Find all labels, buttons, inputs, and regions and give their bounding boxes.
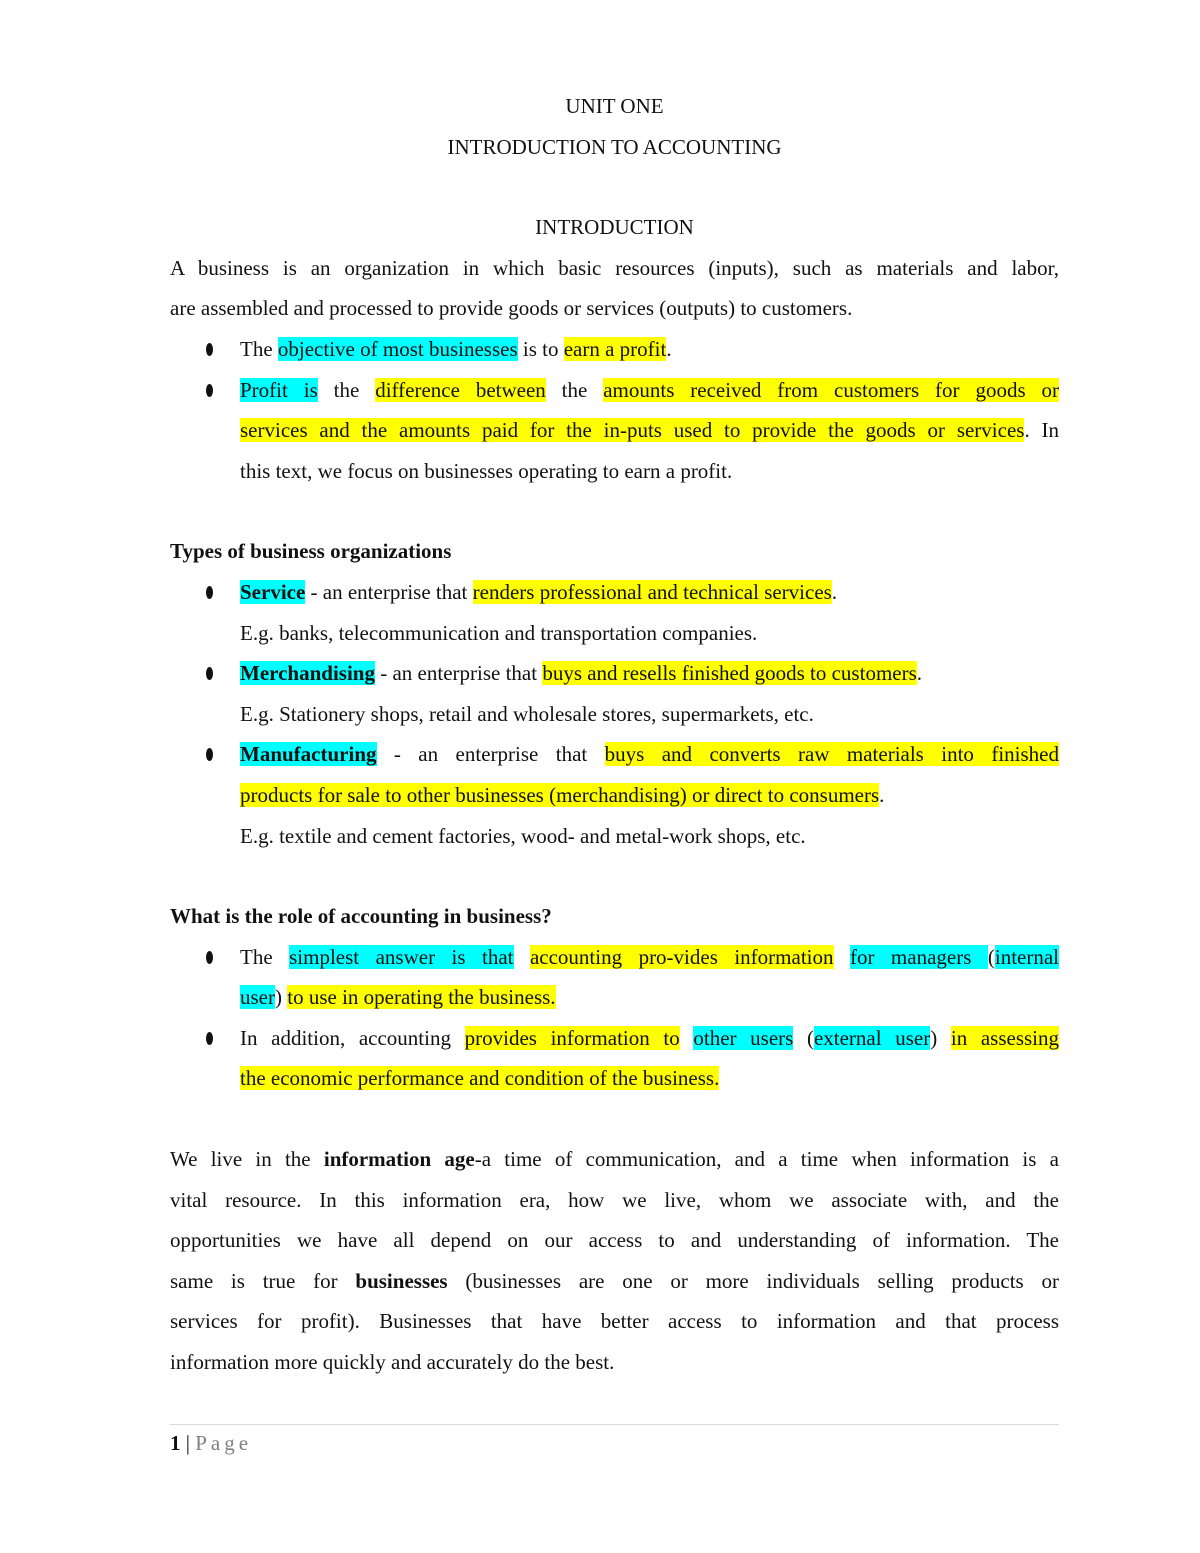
text: ) (275, 985, 288, 1010)
example-manufacturing: E.g. textile and cement factories, wood- and metal-work shops, etc. (240, 823, 806, 848)
text: is to (517, 336, 564, 361)
highlight-yellow: to use in operating the business. (287, 985, 556, 1010)
bullet-icon (206, 951, 213, 964)
text: - an enterprise that (376, 742, 605, 767)
section-title-introduction: INTRODUCTION (535, 215, 694, 240)
text: ) (930, 1025, 951, 1050)
document-page (170, 86, 1059, 1383)
highlight-yellow: buys and converts raw materials into finished (604, 742, 1059, 767)
list-item (170, 1018, 1059, 1099)
highlight-cyan: other users (693, 1025, 794, 1050)
text: same is true for (170, 1268, 356, 1293)
highlight-cyan: simplest answer is that (289, 944, 514, 969)
page-label: Page (195, 1431, 253, 1455)
text: vital resource. In this information era, how we live, whom we associate with, and the (170, 1187, 1059, 1212)
types-bullet-list (170, 572, 1059, 856)
highlight-cyan: external user (813, 1025, 931, 1050)
highlight-cyan: for managers (849, 944, 988, 969)
highlight-yellow: difference between (375, 377, 546, 402)
bullet-icon (206, 667, 213, 680)
bullet-icon (206, 586, 213, 599)
text: information more quickly and accurately do the best. (170, 1350, 615, 1375)
closing-paragraph (170, 1139, 1059, 1383)
highlight-cyan: internal (994, 944, 1059, 969)
footer-separator: | (180, 1431, 196, 1455)
intro-paragraph-line-1: A business is an organization in which basic resources (inputs), such as materials and labor, (170, 255, 1059, 280)
bullet-icon (206, 1032, 213, 1045)
text: this text, we focus on businesses operating to earn a profit. (240, 458, 733, 483)
highlight-yellow: products for sale to other businesses (merchandising) or direct to consumers (240, 782, 880, 807)
text: . (879, 782, 885, 807)
text: - an enterprise that (305, 579, 473, 604)
highlight-yellow: renders professional and technical services (472, 579, 832, 604)
text: the (317, 377, 376, 402)
footer-divider (170, 1424, 1059, 1425)
highlight-yellow: amounts received from customers for goods or (603, 377, 1060, 402)
highlight-yellow: accounting pro-vides information (529, 944, 834, 969)
list-item (170, 329, 1059, 370)
highlight-yellow: buys and resells finished goods to customers (542, 661, 917, 686)
highlight-yellow: the economic performance and condition of the business. (240, 1066, 720, 1091)
text: In addition, accounting (240, 1025, 465, 1050)
text: . (831, 579, 838, 604)
document-title: INTRODUCTION TO ACCOUNTING (447, 134, 782, 159)
role-bullet-list (170, 937, 1059, 1099)
text: (businesses are one or more individuals selling products or (447, 1268, 1059, 1293)
example-merchandising: E.g. Stationery shops, retail and wholesale stores, supermarkets, etc. (240, 701, 814, 726)
list-item (170, 937, 1059, 1018)
page-footer (170, 1428, 252, 1458)
highlight-yellow: provides information to (464, 1025, 680, 1050)
list-item-manufacturing (170, 734, 1059, 856)
list-item (170, 370, 1059, 492)
highlight-yellow: in assessing (950, 1025, 1059, 1050)
section-heading-types: Types of business organizations (170, 539, 452, 564)
text (680, 1026, 694, 1050)
text: services for profit). Businesses that have better access to information and that process (170, 1309, 1059, 1334)
bold-term: businesses (355, 1268, 448, 1293)
intro-paragraph-line-2: are assembled and processed to provide goods or services (outputs) to customers. (170, 296, 853, 321)
text: ( (793, 1025, 814, 1050)
highlight-cyan: Profit is (240, 377, 318, 402)
term-service: Service (240, 579, 306, 604)
list-item-merchandising (170, 653, 1059, 734)
unit-label: UNIT ONE (565, 94, 664, 118)
highlight-yellow: services and the amounts paid for the in-puts used to provide the goods or services (240, 418, 1025, 443)
highlight-yellow: earn a profit (563, 336, 667, 361)
list-item-service (170, 572, 1059, 653)
term-merchandising: Merchandising (240, 661, 375, 686)
page-number: 1 (170, 1431, 181, 1455)
highlight-cyan: user (240, 985, 275, 1010)
text: The (240, 944, 290, 969)
bullet-icon (206, 748, 213, 761)
term-manufacturing: Manufacturing (240, 742, 377, 767)
bullet-icon (206, 343, 213, 356)
text: - an enterprise that (374, 661, 543, 686)
text: . (666, 336, 672, 361)
text: . (916, 661, 923, 686)
text (514, 945, 530, 969)
section-heading-role: What is the role of accounting in business? (170, 904, 552, 929)
bullet-icon (206, 384, 213, 397)
text: the (545, 377, 604, 402)
text (834, 945, 850, 969)
text: . In (1024, 418, 1059, 443)
example-service: E.g. banks, telecommunication and transportation companies. (240, 620, 758, 645)
text: ( (987, 944, 995, 969)
text: opportunities we have all depend on our access to and understanding of information. The (170, 1228, 1059, 1253)
highlight-cyan: objective of most businesses (277, 336, 518, 361)
intro-bullet-list (170, 329, 1059, 491)
text: We live in the (170, 1147, 324, 1172)
text: The (240, 336, 278, 361)
text: -a time of communication, and a time when information is a (474, 1147, 1059, 1172)
bold-term: information age (323, 1147, 475, 1172)
